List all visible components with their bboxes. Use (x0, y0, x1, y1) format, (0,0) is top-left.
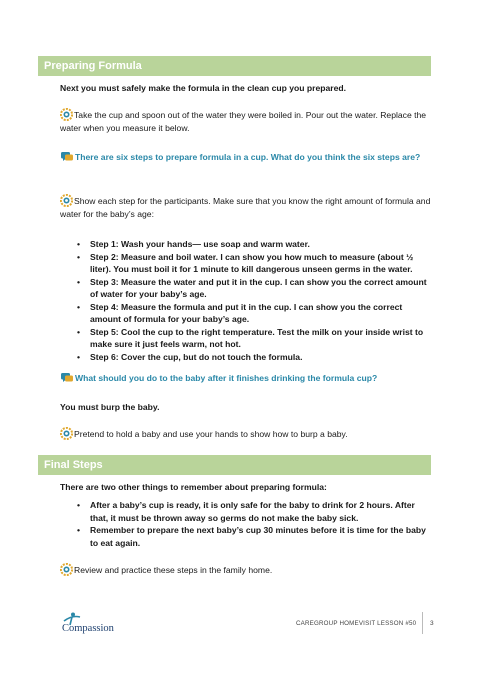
gear-icon (60, 563, 73, 576)
footer-lesson: CAREGROUP HOMEVISIT LESSON #50 (296, 620, 417, 627)
question-block (60, 372, 432, 385)
steps-list (74, 238, 434, 363)
activity-block (60, 108, 432, 134)
section-header-final-steps (38, 455, 431, 475)
question-block (60, 151, 432, 164)
section-title: Final Steps (44, 459, 103, 471)
list-item: • Step 1: Wash your hands— use soap and warm water. (74, 238, 434, 251)
section-header-preparing-formula (38, 56, 431, 76)
gear-icon (60, 427, 73, 440)
gear-icon (60, 108, 73, 121)
activity-text: Show each step for the participants. Make sure that you know the right amount of formula and water for the baby’s age: (60, 196, 431, 219)
section-intro: Next you must safely make the formula in the clean cup you prepared. (60, 83, 347, 93)
speech-bubble-icon (60, 372, 74, 384)
section-title: Preparing Formula (44, 60, 142, 72)
activity-block (60, 563, 432, 577)
question-text: What should you do to the baby after it finishes drinking the formula cup? (75, 373, 378, 383)
list-item: • Remember to prepare the next baby’s cup 30 minutes before it is time for the baby to eat again. (74, 524, 434, 549)
activity-block (60, 427, 432, 441)
speech-bubble-icon (60, 151, 74, 163)
page-number: 3 (430, 620, 434, 627)
activity-text: Take the cup and spoon out of the water they were boiled in. Pour out the water. Replace the water when you measure it below. (60, 110, 427, 133)
list-item: • Step 6: Cover the cup, but do not touch the formula. (74, 351, 434, 364)
question-text: There are six steps to prepare formula in a cup. What do you think the six steps are? (75, 152, 421, 162)
activity-text: Review and practice these steps in the family home. (74, 565, 273, 575)
gear-icon (60, 194, 73, 207)
logo-text: Compassion (62, 623, 114, 634)
list-item: • After a baby’s cup is ready, it is only safe for the baby to drink for 2 hours. After that, it must be thrown away so germs do not make the baby sick. (74, 499, 434, 524)
activity-text: Pretend to hold a baby and use your hands to show how to burp a baby. (74, 429, 348, 439)
footer-divider (422, 612, 423, 634)
list-item: • Step 5: Cool the cup to the right temperature. Test the milk on your inside wrist to make sure it just feels warm, not hot. (74, 326, 434, 351)
compassion-logo (56, 612, 136, 638)
list-item: • Step 3: Measure the water and put it in the cup. I can show you the correct amount of water for your baby’s age. (74, 276, 434, 301)
final-steps-list (74, 499, 434, 549)
section-intro: There are two other things to remember about preparing formula: (60, 482, 327, 492)
activity-block (60, 194, 432, 220)
list-item: • Step 4: Measure the formula and put it in the cup. I can show you the correct amount of formula for your baby’s age. (74, 301, 434, 326)
answer-text: You must burp the baby. (60, 402, 160, 412)
list-item: • Step 2: Measure and boil water. I can show you how much to measure (about ½ liter). You must boil it for 1 minute to kill dangerous unseen germs in the water. (74, 251, 434, 276)
